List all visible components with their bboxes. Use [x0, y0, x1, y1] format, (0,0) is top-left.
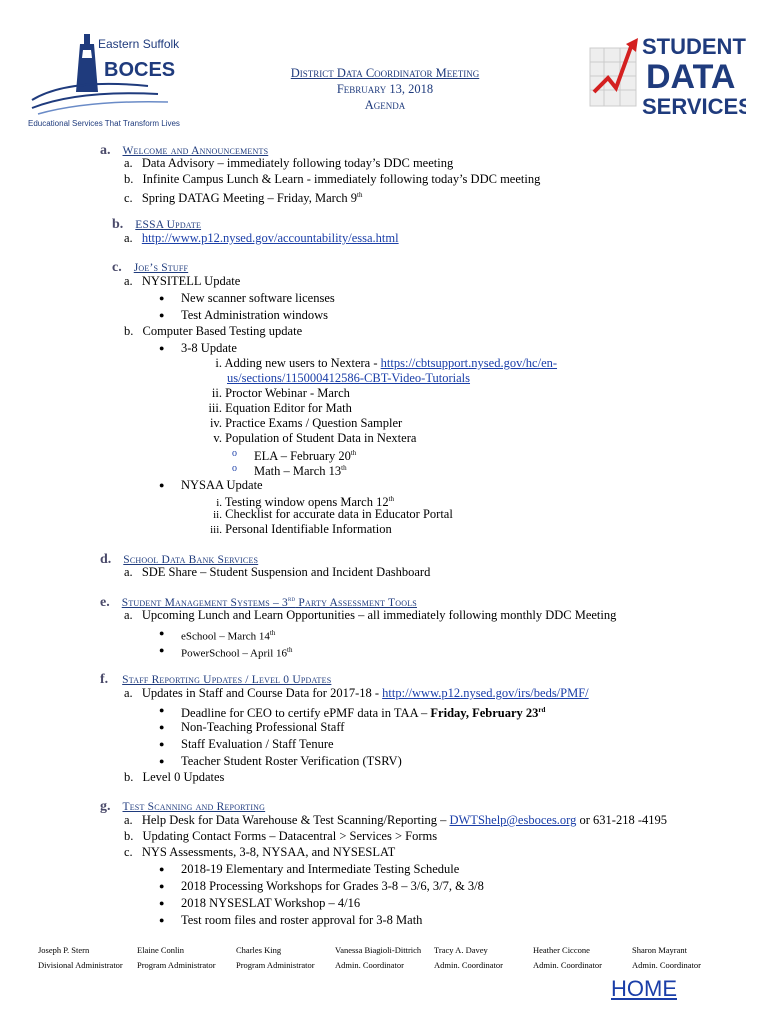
section-e-heading: e. Student Management Systems – 3rd Party Assessment Tools — [100, 595, 417, 610]
staff-role: Admin. Coordinator — [632, 960, 701, 970]
list-item: a. SDE Share – Student Suspension and Incident Dashboard — [124, 565, 431, 579]
staff-name: Charles King — [236, 945, 282, 955]
list-item: ● Teacher Student Roster Verification (TSRV) — [159, 754, 402, 768]
list-item: iii. Equation Editor for Math — [208, 401, 352, 415]
list-item: ● NYSAA Update — [159, 478, 263, 492]
list-item: b. Level 0 Updates — [124, 770, 225, 784]
agenda-subtitle: Agenda — [364, 98, 406, 112]
list-item: ● Non-Teaching Professional Staff — [159, 720, 345, 734]
list-item: i. Testing window opens March 12th — [216, 495, 395, 510]
staff-name: Tracy A. Davey — [434, 945, 488, 955]
section-d-heading: d. School Data Bank Services — [100, 552, 259, 567]
list-item: c. Spring DATAG Meeting – Friday, March 9th — [124, 191, 363, 206]
pmf-link[interactable]: http://www.p12.nysed.gov/irs/beds/PMF/ — [382, 686, 589, 700]
cbt-support-link[interactable]: https://cbtsupport.nysed.gov/hc/en- — [380, 356, 558, 370]
list-item: c. NYS Assessments, 3-8, NYSAA, and NYSESLAT — [124, 845, 396, 859]
list-item: ● eSchool – March 14th — [159, 628, 276, 643]
list-item: ● Staff Evaluation / Staff Tenure — [159, 737, 334, 751]
list-item: b. Infinite Campus Lunch & Learn - immediately following today’s DDC meeting — [124, 172, 541, 186]
list-item: v. Population of Student Data in Nextera — [213, 431, 417, 445]
list-item: ● Test Administration windows — [159, 308, 329, 322]
list-item: ● Deadline for CEO to certify ePMF data in TAA – Friday, February 23rd — [159, 705, 546, 721]
list-item: b. Computer Based Testing update — [124, 324, 303, 338]
svg-text:BOCES: BOCES — [104, 59, 176, 81]
staff-role: Program Administrator — [236, 960, 315, 970]
list-item: a. Data Advisory – immediately following today’s DDC meeting — [124, 156, 454, 170]
page-title: District Data Coordinator Meeting — [290, 66, 480, 80]
staff-name: Sharon Mayrant — [632, 945, 688, 955]
svg-text:DATA: DATA — [646, 58, 736, 96]
list-item: o Math – March 13th — [232, 463, 347, 479]
staff-role: Program Administrator — [137, 960, 216, 970]
list-item: ● New scanner software licenses — [159, 291, 335, 305]
staff-name: Elaine Conlin — [137, 945, 184, 955]
list-item: a. http://www.p12.nysed.gov/accountability/essa.html — [124, 231, 399, 245]
staff-role: Admin. Coordinator — [533, 960, 602, 970]
meeting-date: February 13, 2018 — [336, 82, 434, 96]
staff-role: Admin. Coordinator — [335, 960, 404, 970]
list-item: iii. Personal Identifiable Information — [210, 522, 392, 536]
list-item — [227, 371, 470, 386]
section-a-heading: a. Welcome and Announcements — [100, 143, 269, 158]
essa-link[interactable]: http://www.p12.nysed.gov/accountability/essa.html — [141, 231, 399, 245]
list-item: ii. Proctor Webinar - March — [211, 386, 350, 400]
svg-text:STUDENT: STUDENT — [642, 34, 746, 59]
list-item: a. NYSITELL Update — [124, 274, 241, 288]
svg-text:Eastern Suffolk: Eastern Suffolk — [98, 37, 180, 51]
home-link[interactable]: HOME — [611, 976, 677, 1001]
list-item: ● 2018-19 Elementary and Intermediate Testing Schedule — [159, 862, 460, 876]
cbt-support-link-cont[interactable]: us/sections/115000412586-CBT-Video-Tutorials — [227, 371, 471, 385]
list-item: a. Updates in Staff and Course Data for 2017-18 - http://www.p12.nysed.gov/irs/beds/PMF/ — [124, 686, 589, 700]
list-item: iv. Practice Exams / Question Sampler — [209, 416, 403, 430]
section-c-heading: c. Joe’s Stuff — [112, 260, 189, 275]
svg-text:SERVICES: SERVICES — [642, 94, 746, 118]
section-f-heading: f. Staff Reporting Updates / Level 0 Updates — [100, 672, 332, 687]
list-item: o ELA – February 20th — [232, 448, 357, 464]
staff-name: Vanessa Biagioli-Dittrich — [335, 945, 422, 955]
list-item: ● 3-8 Update — [159, 341, 237, 355]
list-item: ii. Checklist for accurate data in Educator Portal — [213, 507, 453, 521]
list-item: ● 2018 Processing Workshops for Grades 3-8 – 3/6, 3/7, & 3/8 — [159, 879, 484, 893]
section-b-heading: b. ESSA Update — [112, 217, 202, 232]
list-item: ● PowerSchool – April 16th — [159, 645, 293, 660]
staff-name: Heather Ciccone — [533, 945, 590, 955]
list-item: ● Test room files and roster approval for 3-8 Math — [159, 913, 423, 927]
list-item: b. Updating Contact Forms – Datacentral > Services > Forms — [124, 829, 438, 843]
helpdesk-email-link[interactable]: DWTShelp@esboces.org — [449, 813, 577, 827]
staff-name: Joseph P. Stern — [38, 945, 90, 955]
list-item: a. Help Desk for Data Warehouse & Test Scanning/Reporting – DWTShelp@esboces.org or 631-218 -4195 — [124, 813, 667, 827]
list-item: i. Adding new users to Nextera - https://cbtsupport.nysed.gov/hc/en- — [215, 356, 558, 370]
section-g-heading: g. Test Scanning and Reporting — [100, 799, 266, 814]
staff-role: Admin. Coordinator — [434, 960, 503, 970]
list-item: a. Upcoming Lunch and Learn Opportunities – all immediately following monthly DDC Meeting — [124, 608, 617, 622]
staff-role: Divisional Administrator — [38, 960, 123, 970]
svg-text:Educational Services That Tran: Educational Services That Transform Lives — [28, 119, 180, 128]
list-item: ● 2018 NYSESLAT Workshop – 4/16 — [159, 896, 361, 910]
